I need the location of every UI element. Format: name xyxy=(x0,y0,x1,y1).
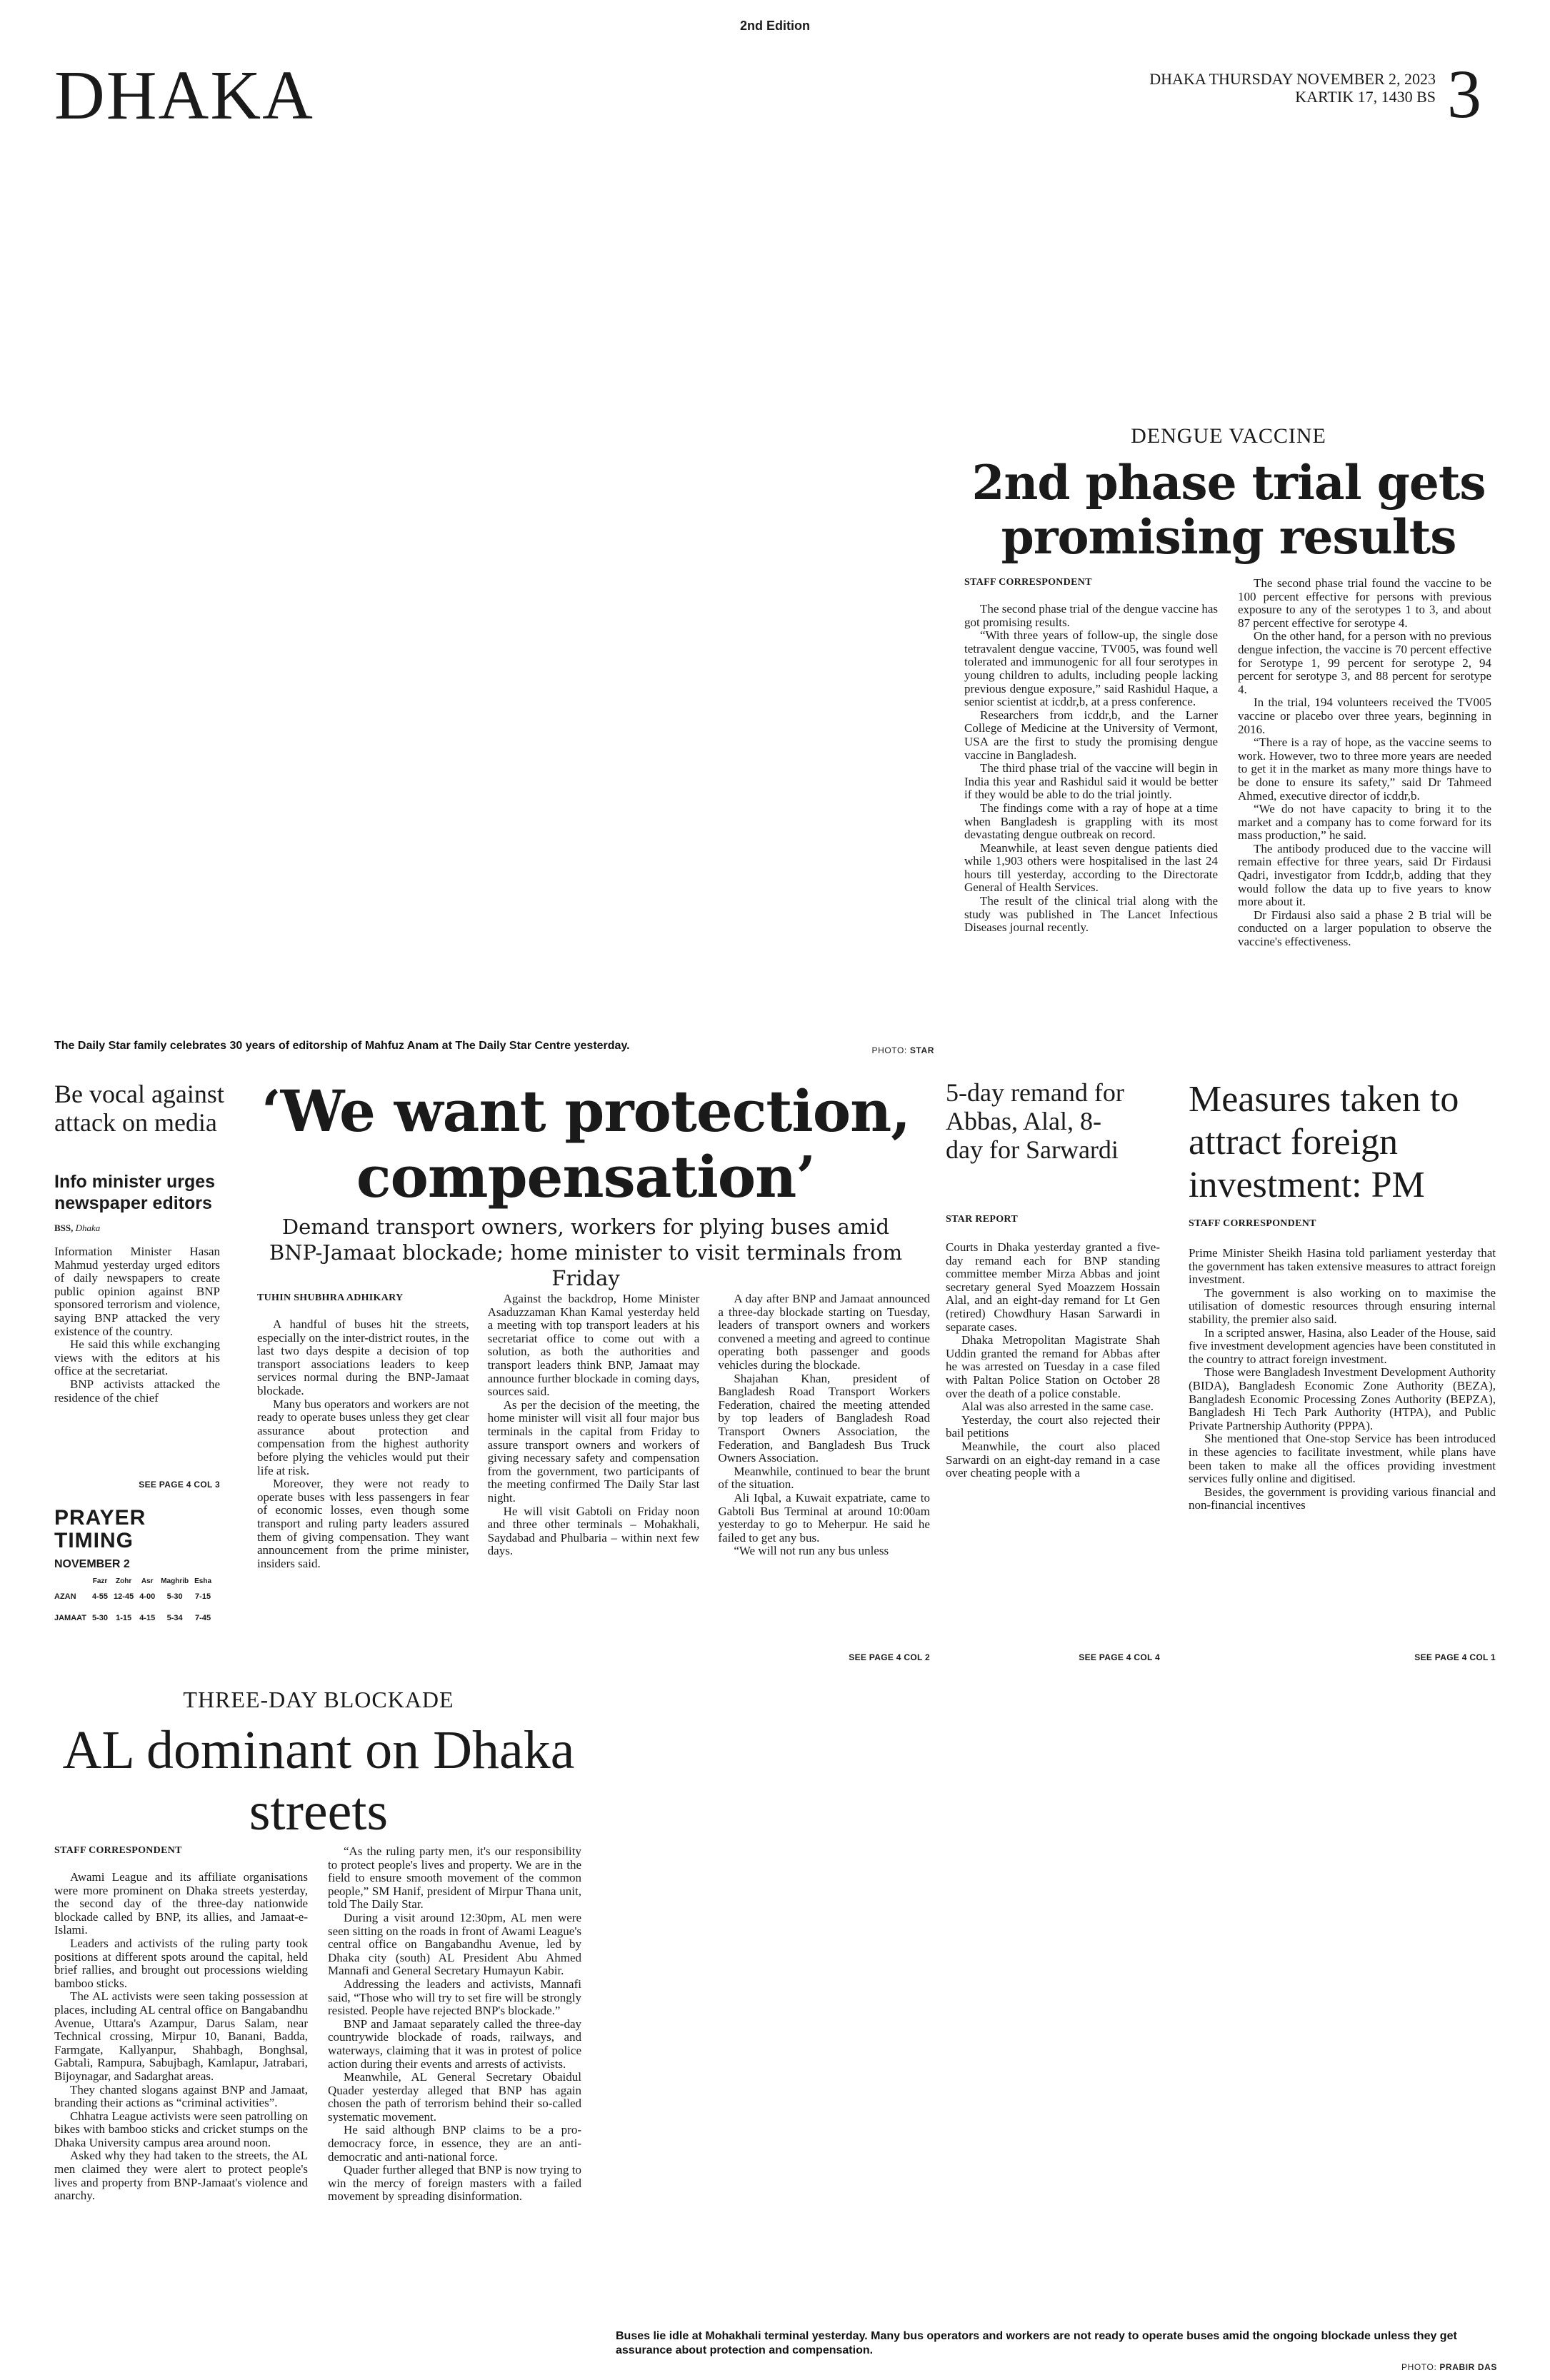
vocal-byline-agency: BSS, xyxy=(54,1222,74,1233)
transport-paragraph: “We will not run any bus unless xyxy=(734,1544,889,1558)
prayer-header: Zohr xyxy=(116,1577,132,1585)
dengue-byline: STAFF CORRESPONDENT xyxy=(964,577,1092,588)
credit-name: STAR xyxy=(909,1045,934,1055)
remand-byline: STAR REPORT xyxy=(946,1214,1018,1225)
prayer-time: 5-30 xyxy=(92,1614,109,1622)
top-photo-caption: The Daily Star family celebrates 30 years of editorship of Mahfuz Anam at The Daily Star Centre yesterday. xyxy=(54,1040,630,1052)
dengue-kicker: DENGUE VACCINE xyxy=(1131,424,1326,448)
blockade-paragraph: BNP and Jamaat separately called the three-day countrywide blockade of roads, railways, and waterways, claiming that it was in protest of police action during their events and arrests of activists. xyxy=(328,2017,581,2071)
dengue-paragraph: Dr Firdausi also said a phase 2 B trial will be conducted on a larger population to observe the vaccine's effectiveness. xyxy=(1238,908,1491,949)
blockade-body xyxy=(54,1845,581,2325)
investment-paragraph: She mentioned that One-stop Service has been introduced in these agencies to facilitate investment, while plans have been taken to make all the offices providing investment services fully online and digitised. xyxy=(1189,1432,1496,1486)
dengue-headline: 2nd phase trial gets promising results xyxy=(971,455,1486,565)
prayer-time: 4-00 xyxy=(139,1592,156,1601)
blockade-paragraph: Awami League and its affiliate organisations were more prominent on Dhaka streets yesterday, the second day of the three-day nationwide blockade called by BNP, its allies, and Jamaat-e-Islami. xyxy=(54,1870,308,1937)
prayer-box xyxy=(54,1507,233,1629)
section-title: DHAKA xyxy=(54,57,314,134)
prayer-time: 7-15 xyxy=(195,1592,211,1601)
prayer-time: 1-15 xyxy=(116,1614,132,1622)
remand-paragraph: Courts in Dhaka yesterday granted a five-day remand each for BNP standing committee member Mirza Abbas and joint secretary general Syed Moazzem Hossain Alal, and an eight-day remand for Lt Gen (retired) Chowdhury Hasan Sarwardi in separate cases. xyxy=(946,1241,1160,1334)
top-photo-credit xyxy=(829,1045,934,1055)
transport-headline: ‘We want protection, compensation’ xyxy=(261,1078,911,1210)
investment-headline: Measures taken to attract foreign investment: PM xyxy=(1189,1079,1459,1205)
vocal-headline: Be vocal against attack on media xyxy=(54,1080,224,1137)
investment-paragraph: Prime Minister Sheikh Hasina told parliament yesterday that the government has taken extensive measures to attract foreign investment. xyxy=(1189,1247,1496,1287)
investment-body xyxy=(1189,1247,1496,1652)
transport-deck: Demand transport owners, workers for plying buses amid BNP-Jamaat blockade; home minister to visit terminals from Friday xyxy=(269,1215,903,1290)
issue-date: DHAKA THURSDAY NOVEMBER 2, 2023 xyxy=(1149,70,1436,88)
remand-see-page: SEE PAGE 4 COL 4 xyxy=(1079,1652,1160,1662)
remand-body xyxy=(946,1241,1160,1652)
prayer-time: 4-55 xyxy=(92,1592,109,1601)
prayer-time: 5-30 xyxy=(166,1592,183,1601)
edition-label: 2nd Edition xyxy=(740,19,810,33)
bottom-photo-credit xyxy=(1286,2362,1497,2372)
investment-paragraph: The government is also working on to maximise the utilisation of domestic resources through ensuring internal stability, the premier also said. xyxy=(1189,1285,1496,1326)
investment-see-page: SEE PAGE 4 COL 1 xyxy=(1414,1652,1496,1662)
dengue-paragraph: The result of the clinical trial along with the study was published in The Lancet Infectious Diseases journal recently. xyxy=(964,894,1218,935)
prayer-title-line: PRAYER xyxy=(54,1506,146,1530)
credit-name: PRABIR DAS xyxy=(1439,2362,1497,2372)
dengue-paragraph: The antibody produced due to the vaccine will remain effective for three years, said Dr Firdausi Qadri, investigator from Icddr,b, adding that they would follow the data up to five years to know more about it. xyxy=(1238,841,1491,909)
remand-paragraph: Meanwhile, the court also placed Sarwardi on an eight-day remand in a case over cheating people with a xyxy=(946,1439,1160,1480)
vocal-paragraph: BNP activists attacked the residence of the chief xyxy=(54,1377,220,1405)
prayer-header: Maghrib xyxy=(161,1577,189,1585)
prayer-time: 4-15 xyxy=(139,1614,156,1622)
page-number: 3 xyxy=(1447,56,1481,132)
prayer-row-label: AZAN xyxy=(54,1592,76,1601)
prayer-header: Asr xyxy=(141,1577,154,1585)
vocal-see-page: SEE PAGE 4 COL 3 xyxy=(139,1480,220,1490)
dengue-paragraph: The third phase trial of the vaccine will begin in India this year and Rashidul said it would be better if they would be able to do the trial jointly. xyxy=(964,761,1218,802)
vocal-paragraph: He said this while exchanging views with the editors at his office at the secretariat. xyxy=(54,1337,220,1378)
transport-paragraph: Ali Iqbal, a Kuwait expatriate, came to Gabtoli Bus Terminal at around 10:00am yesterday to go to Meherpur. He said he failed to get any bus. xyxy=(718,1490,930,1545)
remand-paragraph: Dhaka Metropolitan Magistrate Shah Uddin granted the remand for Abbas after he was arrested on Tuesday in a case filed with Paltan Police Station on October 28 over the death of a police constable. xyxy=(946,1333,1160,1400)
blockade-byline: STAFF CORRESPONDENT xyxy=(54,1845,182,1856)
investment-paragraph: Those were Bangladesh Investment Development Authority (BIDA), Bangladesh Economic Zone Authority (BEZA), Bangladesh Economic Processing Zones Authority (BEPZA), Bangladesh Hi Tech Park Authority (HTPA), and Public Private Partnership Authority (PPPA). xyxy=(1189,1365,1496,1432)
dengue-paragraph: “There is a ray of hope, as the vaccine seems to work. However, two to three more years are needed to get it in the market as many more things have to be done to ensure its safety,” said Dr Tahmeed Ahmed, executive director of icddr,b. xyxy=(1238,735,1491,803)
credit-prefix: PHOTO: xyxy=(1401,2362,1437,2372)
blockade-headline: AL dominant on Dhaka streets xyxy=(62,1720,575,1842)
blockade-paragraph: During a visit around 12:30pm, AL men were seen sitting on the roads in front of Awami League's central office on Bangabandhu Avenue, led by Dhaka city (south) AL President Abu Ahmed Mannafi and General Secretary Humayun Kabir. xyxy=(328,1910,581,1978)
dengue-paragraph: Meanwhile, at least seven dengue patients died while 1,903 others were hospitalised in the last 24 hours till yesterday, according to the Directorate General of Health Services. xyxy=(964,840,1218,895)
dengue-paragraph: On the other hand, for a person with no previous dengue infection, the vaccine is 70 percent effective for Serotype 1, 99 percent for serotype 2, 94 percent for serotype 3, and 88 percent for serotype 4. xyxy=(1238,629,1491,696)
dengue-paragraph: Researchers from icddr,b, and the Larner College of Medicine at the University of Vermont, USA are the first to study the promising dengue vaccine in Bangladesh. xyxy=(964,708,1218,762)
blockade-paragraph: Leaders and activists of the ruling party took positions at different spots around the capital, held brief rallies, and brought out processions wielding bamboo sticks. xyxy=(54,1936,308,1990)
transport-paragraph: He will visit Gabtoli on Friday noon and three other terminals – Mohakhali, Saydabad and Phulbaria – within next few days. xyxy=(487,1504,700,1558)
transport-body xyxy=(257,1292,930,1668)
blockade-paragraph: They chanted slogans against BNP and Jamaat, branding their actions as “criminal activities”. xyxy=(54,2082,308,2110)
prayer-header: Esha xyxy=(194,1577,212,1585)
transport-paragraph: Many bus operators and workers are not ready to operate buses unless they get clear assurance about protection and compensation from the highest authority before plying the vehicles would put their life at risk. xyxy=(257,1397,469,1477)
transport-paragraph: Meanwhile, continued to bear the brunt of the situation. xyxy=(718,1464,930,1492)
dengue-body xyxy=(964,577,1491,1057)
bangla-date: KARTIK 17, 1430 BS xyxy=(1295,88,1436,106)
dengue-paragraph: “With three years of follow-up, the single dose tetravalent dengue vaccine, TV005, was found well tolerated and immunogenic for all four serotypes in young children to adults, including people lacking previous dengue exposure,” said Rashidul Haque, a senior scientist at icddr,b, at a press conference. xyxy=(964,628,1218,709)
bottom-photo-caption: Buses lie idle at Mohakhali terminal yesterday. Many bus operators and workers are not ready to operate buses amid the ongoing blockade unless they get assurance about protection and compensation. xyxy=(616,2330,1457,2356)
transport-paragraph: A handful of buses hit the streets, especially on the inter-district routes, in the last two days despite a decision of top transport associations leaders to keep services normal during the BNP-Jamaat blockade. xyxy=(257,1317,469,1397)
blockade-paragraph: “As the ruling party men, it's our responsibility to protect people's lives and property. We are in the field to ensure smooth movement of the common people,” SM Hanif, president of Mirpur Thana unit, told The Daily Star. xyxy=(328,1844,581,1912)
transport-paragraph: Against the backdrop, Home Minister Asaduzzaman Khan Kamal yesterday held a meeting with top transport leaders at his secretariat office to come out with a solution, as both the authorities and transport leaders think BNP, Jamaat may announce further blockade in coming days, sources said. xyxy=(487,1292,700,1399)
blockade-paragraph: Quader further alleged that BNP is now trying to win the mercy of foreign masters with a failed movement by spreading disinformation. xyxy=(328,2163,581,2204)
transport-paragraph: A day after BNP and Jamaat announced a three-day blockade starting on Tuesday, leaders of transport owners and workers convened a meeting and agreed to continue operating both passenger and goods vehicles during the blockade. xyxy=(718,1292,930,1372)
dengue-paragraph: The second phase trial found the vaccine to be 100 percent effective for persons with previous exposure to any of the serotypes 1 to 3, and about 87 percent effective for serotype 4. xyxy=(1238,576,1491,630)
remand-headline: 5-day remand for Abbas, Alal, 8-day for Sarwardi xyxy=(946,1078,1124,1164)
dengue-paragraph: The second phase trial of the dengue vaccine has got promising results. xyxy=(964,602,1218,629)
blockade-paragraph: The AL activists were seen taking possession at places, including AL central office on Bangabandhu Avenue, Uttara's Azampur, Darus Salam, near Technical crossing, Mirpur 10, Banani, Badda, Farmgate, Kallyanpur, Shahbagh, Bonghsal, Gabtali, Rampura, Sabujbagh, Kamlapur, Jatrabari, Bijoynagar, and Sadarghat areas. xyxy=(54,1989,308,2083)
investment-byline: STAFF CORRESPONDENT xyxy=(1189,1218,1316,1229)
transport-paragraph: Shajahan Khan, president of Bangladesh Road Transport Workers Federation, chaired the meeting attended by top leaders of Bangladesh Road Transport Owners Association, the Federation, and Bangladesh Bus Truck Owners Association. xyxy=(718,1371,930,1465)
vocal-subhead: Info minister urges newspaper editors xyxy=(54,1172,216,1213)
vocal-paragraph: Information Minister Hasan Mahmud yesterday urged editors of daily newspapers to create public opinion against BNP sponsored terrorism and violence, saying BNP attacked the very existence of the country. xyxy=(54,1245,220,1338)
investment-paragraph: In a scripted answer, Hasina, also Leader of the House, said five investment development agencies have been constituted in the country to attract foreign investment. xyxy=(1189,1325,1496,1366)
date-line xyxy=(1057,70,1436,106)
dengue-paragraph: In the trial, 194 volunteers received the TV005 vaccine or placebo over three years, beginning in 2016. xyxy=(1238,696,1491,736)
prayer-title-line: TIMING xyxy=(54,1529,134,1552)
blockade-paragraph: Meanwhile, AL General Secretary Obaidul Quader yesterday alleged that BNP has again chosen the path of terrorism behind their so-called systematic movement. xyxy=(328,2070,581,2124)
prayer-date: NOVEMBER 2 xyxy=(54,1558,130,1570)
prayer-row-label: JAMAAT xyxy=(54,1614,87,1622)
bottom-photo xyxy=(614,1687,1497,2322)
blockade-paragraph: He said although BNP claims to be a pro-democracy force, in essence, they are an anti-democratic and anti-national force. xyxy=(328,2123,581,2164)
blockade-paragraph: Addressing the leaders and activists, Mannafi said, “Those who will try to set fire will be strongly resisted. People have rejected BNP's blockade.” xyxy=(328,1977,581,2018)
blockade-paragraph: Asked why they had taken to the streets, the AL men claimed they were alert to protect people's lives and property from BNP-Jamaat's violence and anarchy. xyxy=(54,2149,308,2203)
dengue-paragraph: “We do not have capacity to bring it to the market and a company has to come forward for its mass production,” he said. xyxy=(1238,802,1491,843)
blockade-paragraph: Chhatra League activists were seen patrolling on bikes with bamboo sticks and cricket stumps on the Dhaka University campus area around noon. xyxy=(54,2109,308,2149)
prayer-title xyxy=(54,1507,233,1552)
credit-prefix: PHOTO: xyxy=(871,1045,907,1055)
transport-byline: TUHIN SHUBHRA ADHIKARY xyxy=(257,1292,404,1303)
prayer-time: 12-45 xyxy=(114,1592,134,1601)
prayer-header: Fazr xyxy=(92,1577,108,1585)
investment-paragraph: Besides, the government is providing various financial and non-financial incentives xyxy=(1189,1485,1496,1512)
blockade-kicker: THREE-DAY BLOCKADE xyxy=(183,1687,454,1712)
transport-paragraph: As per the decision of the meeting, the home minister will visit all four major bus terminals in the capital from Friday to assure transport owners and workers of giving necessary safety and compensation from the government, two participants of the meeting confirmed The Daily Star last night. xyxy=(487,1397,700,1505)
prayer-table xyxy=(54,1577,214,1629)
top-photo xyxy=(54,143,934,1034)
remand-paragraph: Alal was also arrested in the same case. xyxy=(961,1400,1154,1414)
prayer-time: 5-34 xyxy=(166,1614,183,1622)
vocal-byline-place: Dhaka xyxy=(75,1222,101,1233)
dengue-paragraph: The findings come with a ray of hope at a time when Bangladesh is grappling with its most devastating dengue outbreak on record. xyxy=(964,800,1218,842)
transport-see-page: SEE PAGE 4 COL 2 xyxy=(849,1652,930,1662)
vocal-byline xyxy=(54,1222,100,1234)
prayer-time: 7-45 xyxy=(195,1614,211,1622)
transport-paragraph: Moreover, they were not ready to operate buses with less passengers in fear of economic losses, even though some transport and ruling party leaders assured them of giving compensation. They want announcement from the prime minister, insiders said. xyxy=(257,1477,469,1570)
vocal-body xyxy=(54,1245,220,1405)
remand-paragraph: Yesterday, the court also rejected their bail petitions xyxy=(946,1412,1160,1440)
prayer-header-blank xyxy=(54,1577,89,1586)
